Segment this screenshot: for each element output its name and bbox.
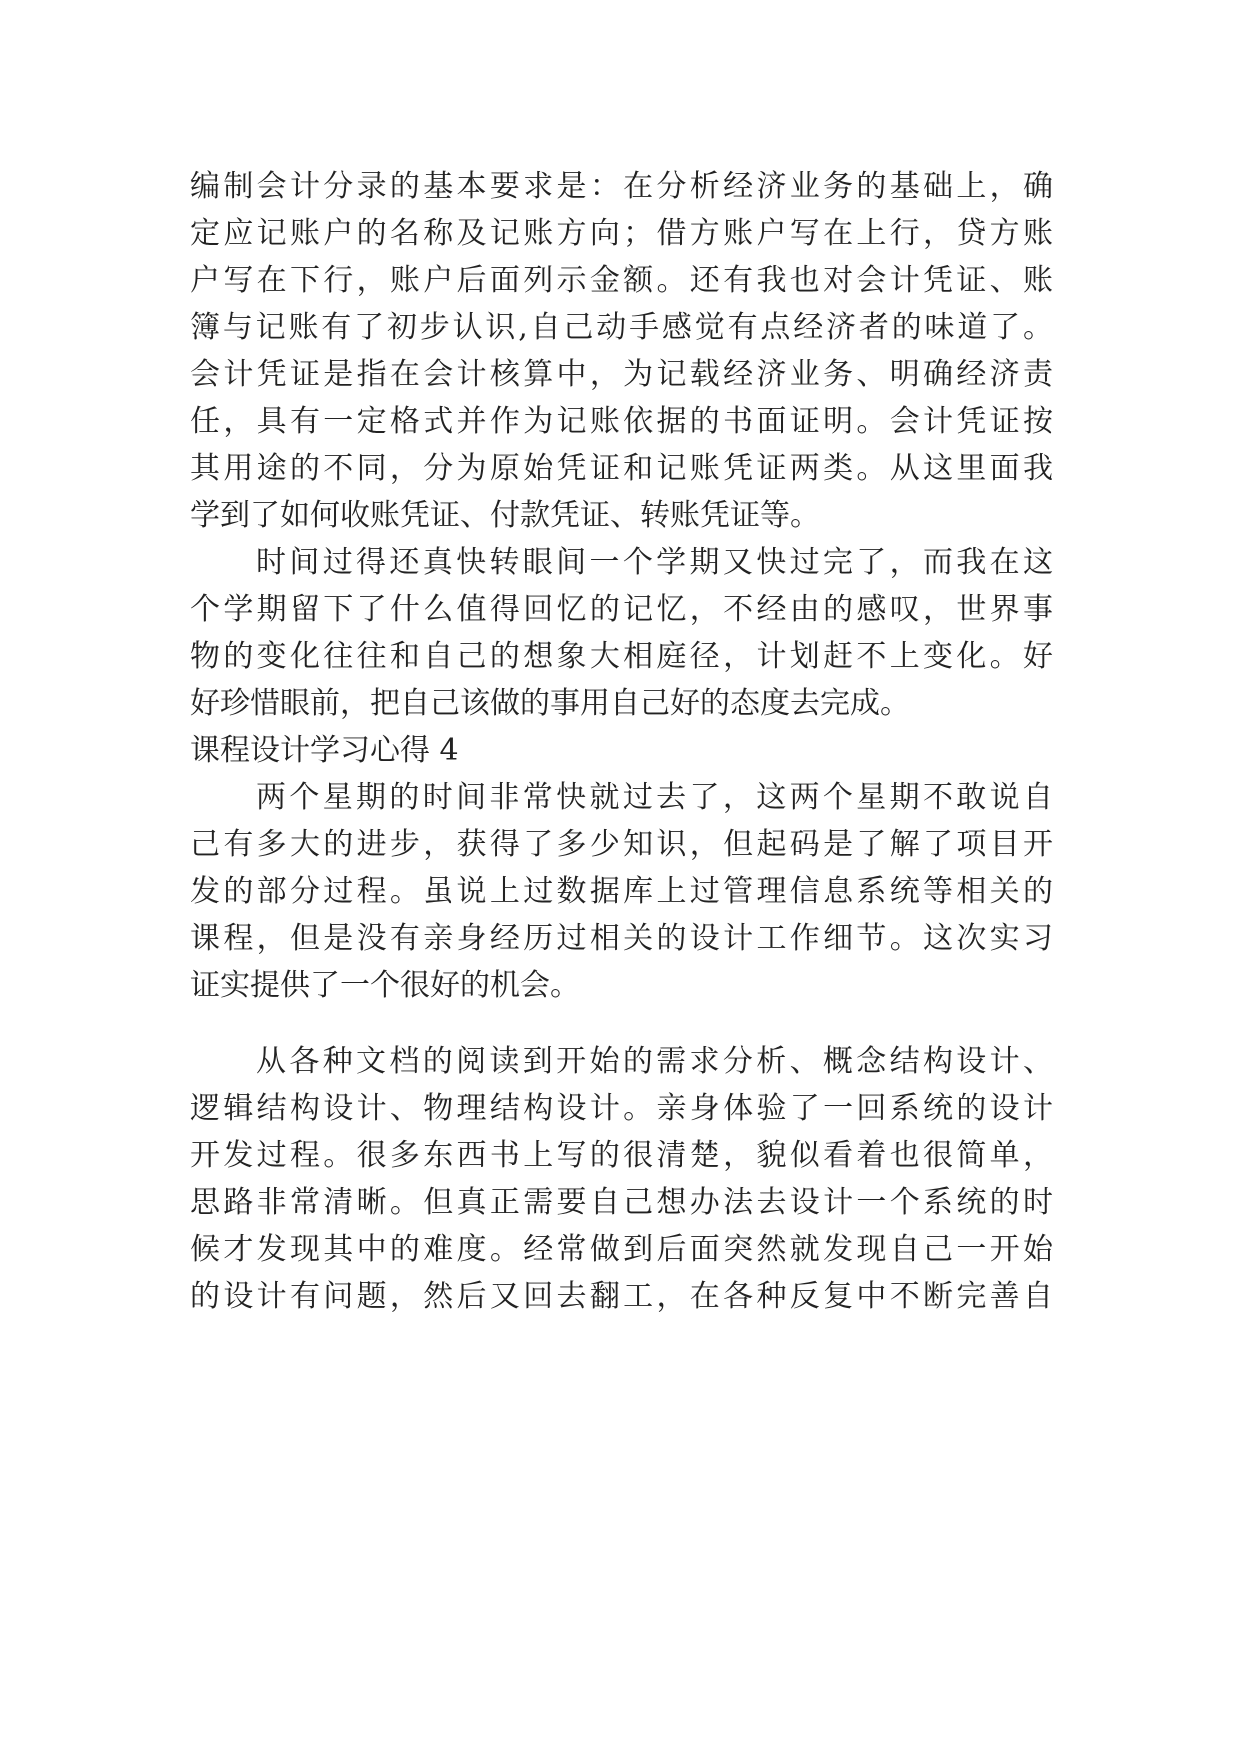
paragraph-gap [190, 1009, 1053, 1038]
text-line: 学到了如何收账凭证、付款凭证、转账凭证等。 [190, 498, 820, 533]
section-heading-wrap [190, 727, 1053, 774]
paragraph-time [190, 539, 1053, 727]
text-line: 逻辑结构设计、物理结构设计。亲身体验了一回系统的设计 [190, 1091, 1053, 1126]
paragraph-accounting [190, 163, 1053, 539]
text-line: 户写在下行，账户后面列示金额。还有我也对会计凭证、账 [190, 263, 1053, 298]
text-line: 好珍惜眼前，把自己该做的事用自己好的态度去完成。 [190, 686, 910, 721]
text-line: 己有多大的进步，获得了多少知识，但起码是了解了项目开 [190, 827, 1053, 862]
text-line: 其用途的不同，分为原始凭证和记账凭证两类。从这里面我 [190, 451, 1053, 486]
paragraph-two-weeks [190, 774, 1053, 1009]
text-line: 任，具有一定格式并作为记账依据的书面证明。会计凭证按 [190, 404, 1053, 439]
text-line: 个学期留下了什么值得回忆的记忆，不经由的感叹，世界事 [190, 592, 1053, 627]
paragraph-design-process [190, 1038, 1053, 1320]
text-line: 会计凭证是指在会计核算中，为记载经济业务、明确经济责 [190, 357, 1053, 392]
text-line: 从各种文档的阅读到开始的需求分析、概念结构设计、 [256, 1044, 1053, 1079]
text-line: 时间过得还真快转眼间一个学期又快过完了，而我在这 [256, 545, 1053, 580]
text-line: 物的变化往往和自己的想象大相庭径，计划赶不上变化。好 [190, 639, 1053, 674]
text-line: 开发过程。很多东西书上写的很清楚，貌似看着也很简单， [190, 1138, 1053, 1173]
text-line: 证实提供了一个很好的机会。 [190, 968, 580, 1003]
text-line: 候才发现其中的难度。经常做到后面突然就发现自己一开始 [190, 1232, 1053, 1267]
text-line: 思路非常清晰。但真正需要自己想办法去设计一个系统的时 [190, 1185, 1053, 1220]
text-line: 课程，但是没有亲身经历过相关的设计工作细节。这次实习 [190, 921, 1053, 956]
document-body [190, 163, 1053, 1320]
text-line: 编制会计分录的基本要求是：在分析经济业务的基础上，确 [190, 169, 1053, 204]
text-line: 定应记账户的名称及记账方向；借方账户写在上行，贷方账 [190, 216, 1053, 251]
section-heading: 课程设计学习心得 4 [190, 733, 459, 768]
text-line: 簿与记账有了初步认识,自己动手感觉有点经济者的味道了。 [190, 310, 1053, 345]
text-line: 两个星期的时间非常快就过去了，这两个星期不敢说自 [256, 780, 1053, 815]
text-line: 的设计有问题，然后又回去翻工，在各种反复中不断完善自 [190, 1279, 1053, 1314]
text-line: 发的部分过程。虽说上过数据库上过管理信息系统等相关的 [190, 874, 1053, 909]
